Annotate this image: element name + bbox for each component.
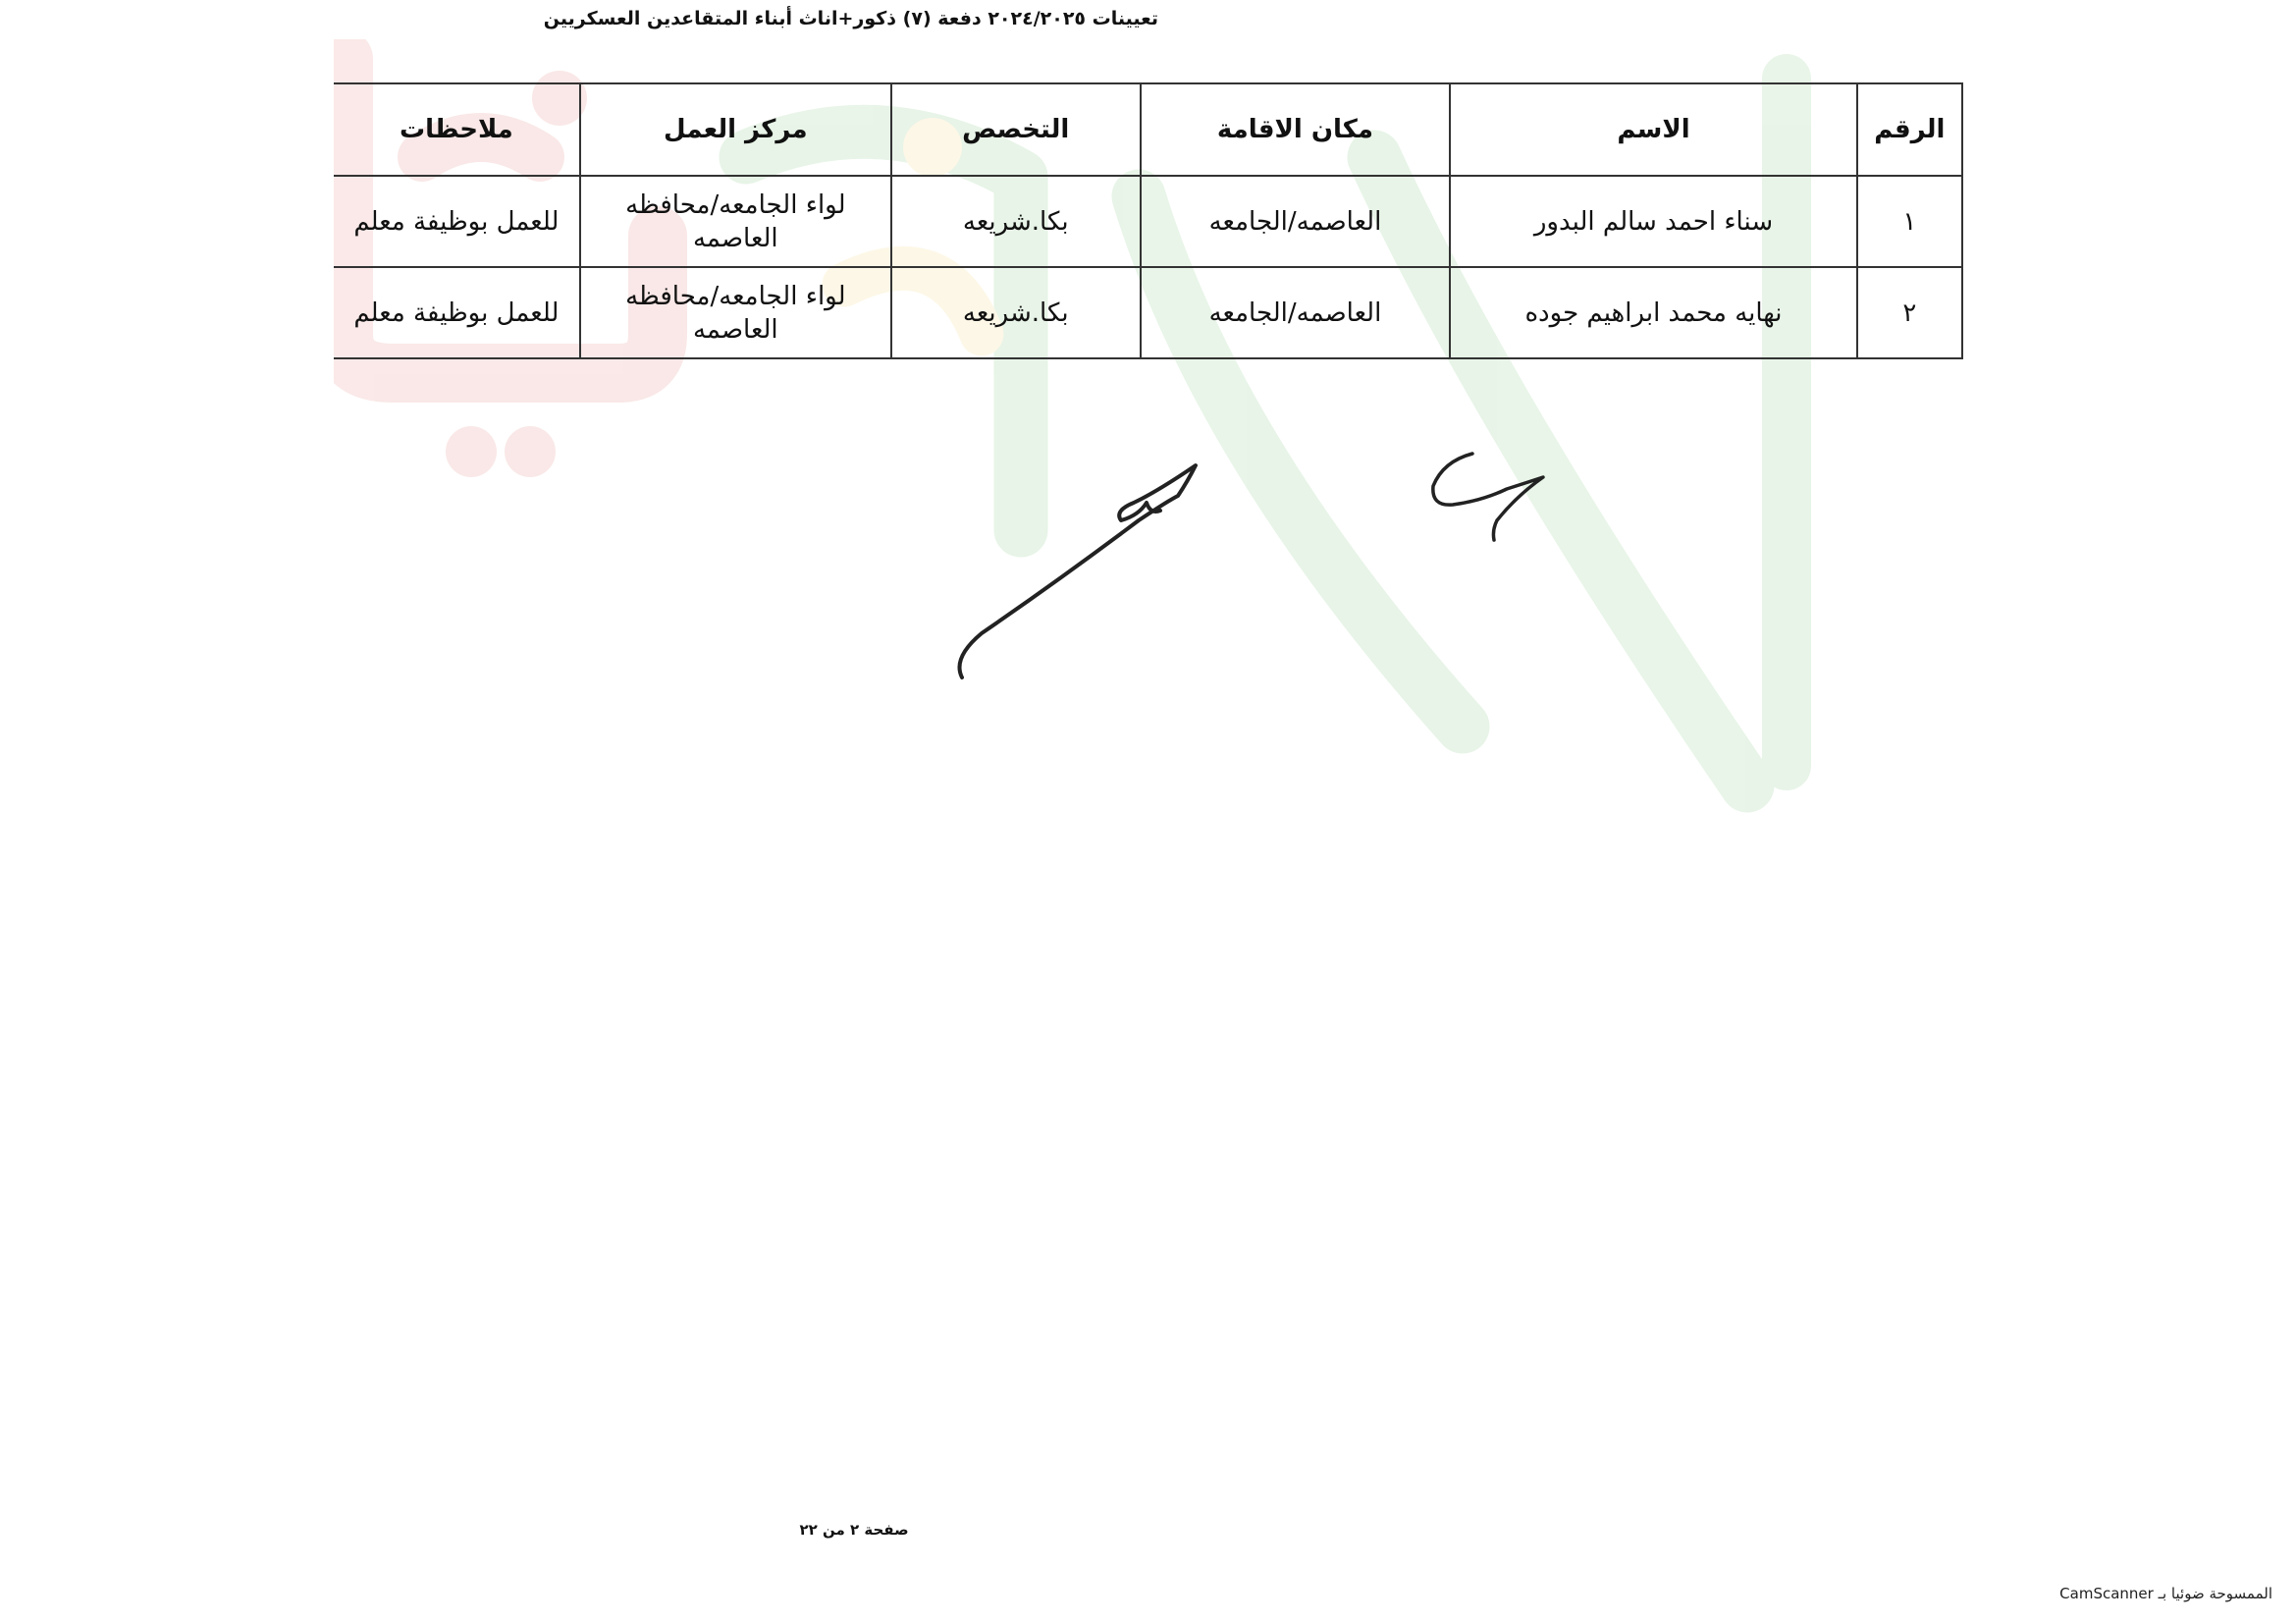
cell-specialization: بكا.شريعه xyxy=(891,176,1141,267)
signatures xyxy=(942,442,1610,687)
cell-work-center xyxy=(580,267,891,358)
header-residence: مكان الاقامة xyxy=(1141,83,1451,176)
cell-notes: للعمل بوظيفة معلم xyxy=(334,176,580,267)
appointments-table xyxy=(334,82,1963,359)
cell-notes: للعمل بوظيفة معلم xyxy=(334,267,580,358)
camscanner-mark: الممسوحة ضوئيا بـ CamScanner xyxy=(2059,1585,2272,1602)
work-center-line-2: العاصمه xyxy=(692,314,778,345)
header-number: الرقم xyxy=(1857,83,1962,176)
cell-residence: العاصمه/الجامعه xyxy=(1141,267,1451,358)
header-notes: ملاحظات xyxy=(334,83,580,176)
cell-name: سناء احمد سالم البدور xyxy=(1450,176,1856,267)
signature-left xyxy=(960,465,1197,677)
cell-name: نهايه محمد ابراهيم جوده xyxy=(1450,267,1856,358)
page-number: صفحة ٢ من ٢٢ xyxy=(799,1521,909,1539)
signature-right xyxy=(1433,454,1543,540)
header-work-center: مركز العمل xyxy=(580,83,891,176)
header-specialization: التخصص xyxy=(891,83,1141,176)
table-row xyxy=(334,176,1962,267)
table-row xyxy=(334,267,1962,358)
cell-work-center xyxy=(580,176,891,267)
work-center-line-1: لواء الجامعه/محافظه xyxy=(625,189,846,220)
cell-specialization: بكا.شريعه xyxy=(891,267,1141,358)
work-center-line-2: العاصمه xyxy=(692,223,778,253)
cell-number: ٢ xyxy=(1857,267,1962,358)
cell-number: ١ xyxy=(1857,176,1962,267)
table-header-row xyxy=(334,83,1962,176)
watermark-text: الخبر فينا xyxy=(1081,463,1118,474)
work-center-line-1: لواء الجامعه/محافظه xyxy=(625,281,846,311)
cell-residence: العاصمه/الجامعه xyxy=(1141,176,1451,267)
header-name: الاسم xyxy=(1450,83,1856,176)
document-title: تعيينات ٢٠٢٤/٢٠٢٥ دفعة (٧) ذكور+اناث أبناء المتقاعدين العسكريين xyxy=(543,8,1158,29)
